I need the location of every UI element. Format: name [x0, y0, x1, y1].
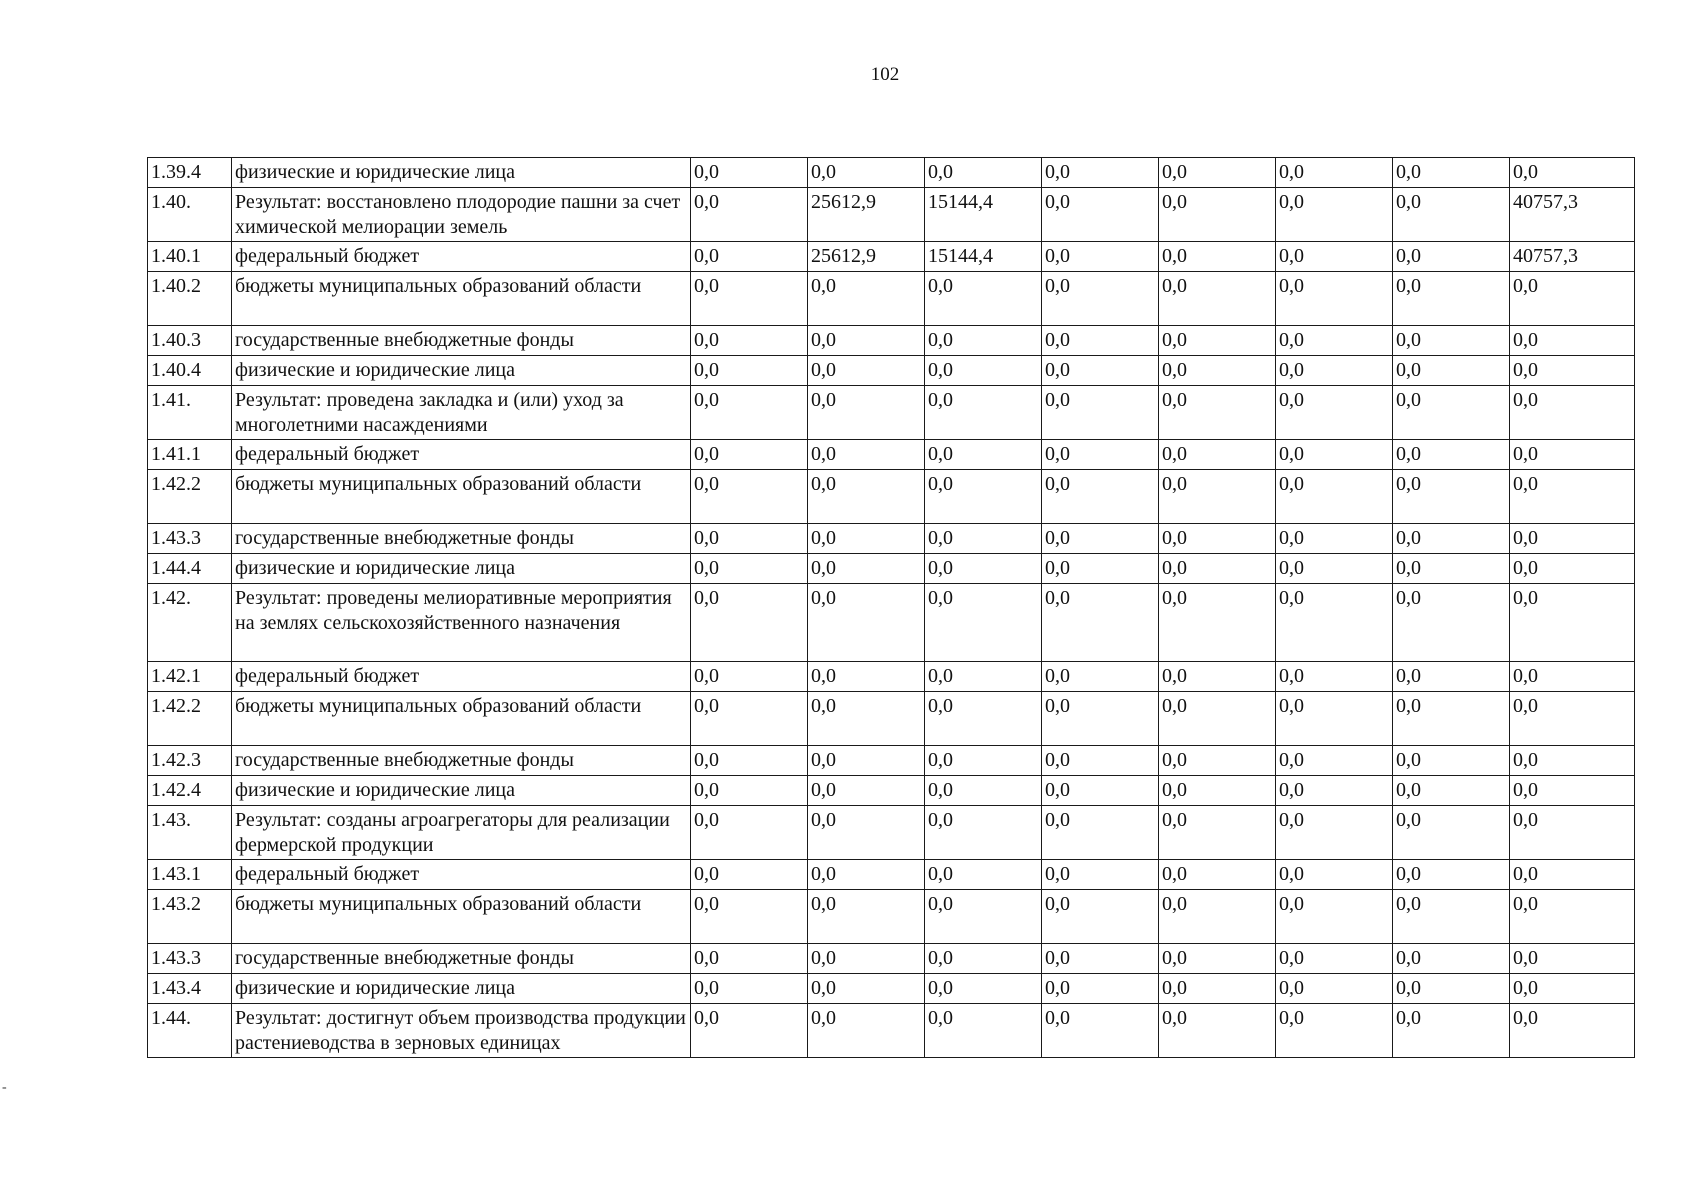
row-value: 25612,9	[808, 188, 925, 242]
row-description: федеральный бюджет	[232, 242, 691, 272]
row-code: 1.40.	[148, 188, 232, 242]
row-value: 0,0	[1510, 470, 1635, 524]
row-value: 0,0	[1393, 692, 1510, 746]
row-value: 0,0	[1276, 470, 1393, 524]
row-value: 0,0	[1276, 326, 1393, 356]
row-value: 0,0	[1510, 1004, 1635, 1058]
row-value: 0,0	[808, 890, 925, 944]
row-value: 0,0	[1276, 188, 1393, 242]
row-value: 0,0	[1159, 890, 1276, 944]
row-value: 0,0	[1159, 158, 1276, 188]
row-code: 1.43.3	[148, 524, 232, 554]
row-value: 0,0	[1393, 662, 1510, 692]
row-description: физические и юридические лица	[232, 974, 691, 1004]
row-value: 0,0	[691, 440, 808, 470]
row-code: 1.41.	[148, 386, 232, 440]
row-value: 0,0	[691, 188, 808, 242]
row-value: 0,0	[1042, 554, 1159, 584]
row-code: 1.43.1	[148, 860, 232, 890]
table-row	[148, 386, 1635, 440]
row-value: 0,0	[808, 806, 925, 860]
row-value: 0,0	[1042, 440, 1159, 470]
row-value: 0,0	[691, 692, 808, 746]
row-value: 0,0	[1510, 944, 1635, 974]
row-value: 40757,3	[1510, 188, 1635, 242]
row-description: физические и юридические лица	[232, 356, 691, 386]
row-value: 0,0	[1393, 470, 1510, 524]
row-code: 1.43.2	[148, 890, 232, 944]
page-number: 102	[870, 64, 900, 85]
row-value: 0,0	[1042, 944, 1159, 974]
table-body	[148, 158, 1635, 1058]
row-value: 0,0	[808, 356, 925, 386]
row-value: 0,0	[1276, 524, 1393, 554]
row-value: 0,0	[925, 470, 1042, 524]
row-description: физические и юридические лица	[232, 554, 691, 584]
row-value: 25612,9	[808, 242, 925, 272]
row-value: 0,0	[691, 272, 808, 326]
row-description: федеральный бюджет	[232, 860, 691, 890]
row-value: 0,0	[1159, 806, 1276, 860]
row-value: 0,0	[691, 326, 808, 356]
row-value: 0,0	[1510, 776, 1635, 806]
row-value: 0,0	[808, 158, 925, 188]
row-value: 0,0	[1042, 806, 1159, 860]
row-value: 0,0	[925, 524, 1042, 554]
row-value: 0,0	[808, 1004, 925, 1058]
row-value: 0,0	[808, 440, 925, 470]
row-code: 1.44.4	[148, 554, 232, 584]
row-value: 0,0	[1276, 440, 1393, 470]
row-code: 1.42.3	[148, 746, 232, 776]
row-value: 0,0	[1393, 242, 1510, 272]
row-value: 0,0	[808, 584, 925, 662]
row-value: 0,0	[1042, 692, 1159, 746]
row-code: 1.40.2	[148, 272, 232, 326]
table-row	[148, 776, 1635, 806]
row-value: 0,0	[691, 584, 808, 662]
row-code: 1.42.2	[148, 692, 232, 746]
row-value: 0,0	[1510, 890, 1635, 944]
row-value: 0,0	[1042, 662, 1159, 692]
row-value: 0,0	[1159, 692, 1276, 746]
row-value: 0,0	[808, 272, 925, 326]
row-value: 0,0	[925, 386, 1042, 440]
row-value: 0,0	[1276, 158, 1393, 188]
row-value: 0,0	[925, 440, 1042, 470]
row-value: 0,0	[1510, 272, 1635, 326]
row-value: 0,0	[1159, 326, 1276, 356]
row-value: 0,0	[1393, 524, 1510, 554]
row-value: 0,0	[691, 524, 808, 554]
row-value: 0,0	[808, 944, 925, 974]
row-description: Результат: проведена закладка и (или) уход за многолетними насаждениями	[232, 386, 691, 440]
table-row	[148, 806, 1635, 860]
row-value: 0,0	[1276, 272, 1393, 326]
row-value: 0,0	[1393, 974, 1510, 1004]
row-code: 1.39.4	[148, 158, 232, 188]
row-value: 0,0	[808, 524, 925, 554]
row-code: 1.41.1	[148, 440, 232, 470]
row-value: 0,0	[691, 470, 808, 524]
row-code: 1.42.2	[148, 470, 232, 524]
row-value: 0,0	[1159, 554, 1276, 584]
row-value: 0,0	[1276, 386, 1393, 440]
table-row	[148, 356, 1635, 386]
row-value: 0,0	[808, 386, 925, 440]
row-value: 0,0	[1393, 356, 1510, 386]
row-value: 0,0	[1510, 806, 1635, 860]
row-value: 0,0	[1276, 692, 1393, 746]
row-value: 0,0	[925, 662, 1042, 692]
row-value: 0,0	[1159, 662, 1276, 692]
row-value: 0,0	[1042, 776, 1159, 806]
row-code: 1.42.	[148, 584, 232, 662]
table-row	[148, 272, 1635, 326]
row-value: 0,0	[1510, 584, 1635, 662]
row-value: 0,0	[925, 554, 1042, 584]
row-value: 0,0	[1042, 1004, 1159, 1058]
row-value: 0,0	[1042, 356, 1159, 386]
row-value: 0,0	[808, 662, 925, 692]
row-value: 0,0	[925, 890, 1042, 944]
row-description: бюджеты муниципальных образований области	[232, 692, 691, 746]
table-row	[148, 860, 1635, 890]
row-value: 0,0	[925, 584, 1042, 662]
row-value: 0,0	[925, 806, 1042, 860]
table-row	[148, 692, 1635, 746]
row-value: 0,0	[808, 554, 925, 584]
row-value: 0,0	[808, 746, 925, 776]
table-row	[148, 584, 1635, 662]
row-value: 0,0	[1393, 944, 1510, 974]
row-value: 0,0	[1159, 272, 1276, 326]
row-value: 0,0	[1042, 890, 1159, 944]
row-description: физические и юридические лица	[232, 158, 691, 188]
row-value: 0,0	[691, 242, 808, 272]
row-value: 0,0	[1159, 188, 1276, 242]
row-value: 0,0	[1510, 440, 1635, 470]
row-value: 0,0	[808, 776, 925, 806]
row-value: 0,0	[1276, 944, 1393, 974]
row-code: 1.40.4	[148, 356, 232, 386]
row-value: 0,0	[1510, 326, 1635, 356]
row-value: 0,0	[1042, 188, 1159, 242]
row-value: 0,0	[1159, 524, 1276, 554]
row-value: 0,0	[1393, 584, 1510, 662]
row-value: 0,0	[1042, 974, 1159, 1004]
table-row	[148, 470, 1635, 524]
row-value: 0,0	[691, 356, 808, 386]
row-value: 0,0	[1159, 974, 1276, 1004]
row-value: 0,0	[925, 974, 1042, 1004]
row-value: 0,0	[808, 470, 925, 524]
row-value: 0,0	[691, 386, 808, 440]
table-row	[148, 158, 1635, 188]
row-code: 1.43.4	[148, 974, 232, 1004]
row-description: федеральный бюджет	[232, 662, 691, 692]
row-value: 0,0	[1393, 806, 1510, 860]
row-code: 1.44.	[148, 1004, 232, 1058]
table-row	[148, 746, 1635, 776]
row-description: Результат: созданы агроагрегаторы для реализации фермерской продукции	[232, 806, 691, 860]
row-value: 0,0	[1276, 974, 1393, 1004]
row-value: 0,0	[1276, 584, 1393, 662]
row-value: 0,0	[691, 860, 808, 890]
row-value: 0,0	[808, 974, 925, 1004]
table-row	[148, 188, 1635, 242]
row-value: 0,0	[1159, 776, 1276, 806]
row-value: 0,0	[1393, 440, 1510, 470]
row-description: бюджеты муниципальных образований области	[232, 272, 691, 326]
row-value: 0,0	[691, 662, 808, 692]
row-value: 0,0	[691, 1004, 808, 1058]
budget-table	[147, 157, 1635, 1058]
row-value: 0,0	[1393, 776, 1510, 806]
row-value: 0,0	[1393, 158, 1510, 188]
row-value: 0,0	[1042, 386, 1159, 440]
row-value: 0,0	[1159, 386, 1276, 440]
row-code: 1.40.3	[148, 326, 232, 356]
row-value: 15144,4	[925, 242, 1042, 272]
row-value: 0,0	[1042, 584, 1159, 662]
row-code: 1.40.1	[148, 242, 232, 272]
row-value: 0,0	[1042, 860, 1159, 890]
row-value: 0,0	[1159, 944, 1276, 974]
row-value: 0,0	[1510, 860, 1635, 890]
row-description: государственные внебюджетные фонды	[232, 326, 691, 356]
row-value: 0,0	[1159, 746, 1276, 776]
row-value: 0,0	[1393, 554, 1510, 584]
row-description: бюджеты муниципальных образований области	[232, 890, 691, 944]
row-value: 0,0	[1276, 554, 1393, 584]
row-description: Результат: восстановлено плодородие пашни за счет химической мелиорации земель	[232, 188, 691, 242]
row-value: 0,0	[1042, 470, 1159, 524]
row-value: 0,0	[1276, 356, 1393, 386]
row-value: 0,0	[1393, 890, 1510, 944]
row-value: 0,0	[1510, 524, 1635, 554]
row-value: 0,0	[1159, 860, 1276, 890]
row-value: 0,0	[1510, 356, 1635, 386]
row-value: 0,0	[691, 890, 808, 944]
row-value: 0,0	[925, 1004, 1042, 1058]
row-value: 0,0	[1042, 746, 1159, 776]
row-value: 0,0	[1276, 776, 1393, 806]
row-value: 0,0	[1042, 272, 1159, 326]
row-value: 0,0	[691, 974, 808, 1004]
row-value: 0,0	[925, 272, 1042, 326]
row-value: 0,0	[1510, 662, 1635, 692]
row-value: 40757,3	[1510, 242, 1635, 272]
row-value: 0,0	[808, 326, 925, 356]
row-description: бюджеты муниципальных образований области	[232, 470, 691, 524]
row-code: 1.42.1	[148, 662, 232, 692]
row-value: 0,0	[1393, 272, 1510, 326]
table-row	[148, 890, 1635, 944]
row-value: 0,0	[1042, 242, 1159, 272]
row-value: 0,0	[925, 860, 1042, 890]
row-value: 0,0	[925, 326, 1042, 356]
row-value: 0,0	[808, 860, 925, 890]
table-row	[148, 242, 1635, 272]
row-description: государственные внебюджетные фонды	[232, 746, 691, 776]
table-row	[148, 662, 1635, 692]
row-description: федеральный бюджет	[232, 440, 691, 470]
row-value: 0,0	[1276, 806, 1393, 860]
row-value: 0,0	[691, 554, 808, 584]
row-value: 0,0	[691, 158, 808, 188]
table-row	[148, 1004, 1635, 1058]
row-value: 0,0	[1276, 890, 1393, 944]
row-value: 0,0	[925, 356, 1042, 386]
table-row	[148, 440, 1635, 470]
row-value: 0,0	[925, 746, 1042, 776]
row-value: 0,0	[691, 806, 808, 860]
row-value: 0,0	[1276, 242, 1393, 272]
row-value: 0,0	[1393, 1004, 1510, 1058]
scan-mark: -	[2, 1080, 7, 1095]
row-value: 0,0	[1393, 860, 1510, 890]
row-description: Результат: достигнут объем производства продукции растениеводства в зерновых единицах	[232, 1004, 691, 1058]
row-value: 0,0	[1159, 356, 1276, 386]
table-row	[148, 944, 1635, 974]
row-value: 0,0	[691, 746, 808, 776]
row-value: 0,0	[1276, 662, 1393, 692]
row-value: 0,0	[1159, 470, 1276, 524]
row-code: 1.43.3	[148, 944, 232, 974]
row-value: 0,0	[1393, 188, 1510, 242]
row-description: государственные внебюджетные фонды	[232, 524, 691, 554]
row-value: 0,0	[1159, 584, 1276, 662]
row-value: 0,0	[1276, 1004, 1393, 1058]
row-value: 0,0	[1276, 860, 1393, 890]
row-value: 0,0	[1393, 746, 1510, 776]
row-value: 0,0	[925, 158, 1042, 188]
row-value: 0,0	[925, 692, 1042, 746]
row-value: 0,0	[1510, 386, 1635, 440]
row-value: 0,0	[691, 944, 808, 974]
row-value: 0,0	[1159, 1004, 1276, 1058]
table-row	[148, 524, 1635, 554]
row-description: государственные внебюджетные фонды	[232, 944, 691, 974]
row-value: 0,0	[1510, 158, 1635, 188]
row-value: 0,0	[1393, 386, 1510, 440]
row-code: 1.43.	[148, 806, 232, 860]
row-value: 0,0	[1510, 692, 1635, 746]
row-code: 1.42.4	[148, 776, 232, 806]
row-value: 0,0	[691, 776, 808, 806]
row-value: 0,0	[1393, 326, 1510, 356]
row-value: 0,0	[1042, 158, 1159, 188]
row-value: 0,0	[1042, 524, 1159, 554]
row-value: 0,0	[1159, 440, 1276, 470]
row-value: 0,0	[1159, 242, 1276, 272]
row-description: физические и юридические лица	[232, 776, 691, 806]
table-row	[148, 554, 1635, 584]
row-value: 0,0	[925, 776, 1042, 806]
row-value: 0,0	[1510, 746, 1635, 776]
table-row	[148, 326, 1635, 356]
row-value: 0,0	[1510, 554, 1635, 584]
row-value: 0,0	[1042, 326, 1159, 356]
row-description: Результат: проведены мелиоративные мероприятия на землях сельскохозяйственного назначения	[232, 584, 691, 662]
row-value: 0,0	[925, 944, 1042, 974]
row-value: 0,0	[1276, 746, 1393, 776]
table-row	[148, 974, 1635, 1004]
row-value: 0,0	[1510, 974, 1635, 1004]
row-value: 15144,4	[925, 188, 1042, 242]
row-value: 0,0	[808, 692, 925, 746]
